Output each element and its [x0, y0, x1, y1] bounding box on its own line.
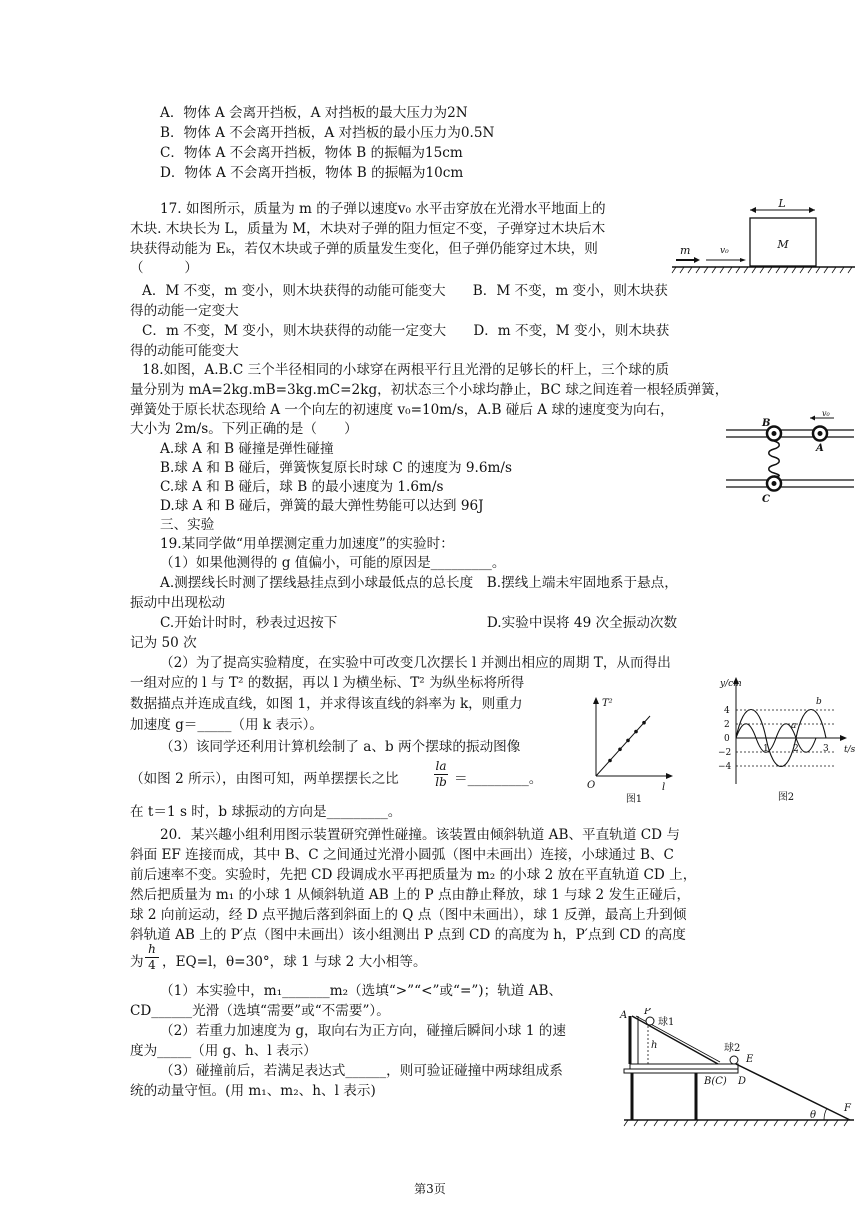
q18-label-v: v₀	[822, 409, 830, 418]
q20-collision-apparatus-figure	[618, 1008, 858, 1133]
q20-label-theta: θ	[810, 1110, 817, 1121]
fig2-caption: 图2	[777, 792, 795, 803]
q18-line: 大小为 2m/s。下列正确的是（ ）	[130, 421, 358, 437]
q20-line: 为	[130, 954, 144, 970]
fig2-tick-x: 3	[823, 744, 829, 754]
q18-label-C: C	[762, 494, 770, 504]
q19-line: （如图 2 所示），由图可知，两单摆摆长之比	[130, 771, 399, 787]
q20-label-A: A	[620, 1010, 628, 1021]
q19-line: 振动中出现松动	[130, 595, 226, 611]
q16-option-c: C．物体 A 不会离开挡板，物体 B 的振幅为15cm	[160, 145, 463, 161]
q17-bullet-block-figure	[670, 196, 860, 276]
q16-option-d: D．物体 A 不会离开挡板，物体 B 的振幅为10cm	[160, 165, 464, 181]
q19-frac-den: lb	[435, 775, 447, 789]
q17-label-m: m	[680, 244, 691, 257]
q20-line: 20．某兴趣小组利用图示装置研究弹性碰撞。该装置由倾斜轨道 AB、平直轨道 CD 与	[160, 827, 680, 843]
fig2-tick-y: −2	[718, 748, 732, 758]
q20-line: （2）若重力加速度为 g，取向右为正方向，碰撞后瞬间小球 1 的速	[160, 1023, 566, 1039]
q19-line: 在 t＝1 s 时，b 球振动的方向是_________。	[130, 804, 402, 820]
q19-figure1-T2-vs-l	[584, 694, 684, 806]
q20-line: 斜面 EF 连接而成，其中 B、C 之间通过光滑小圆弧（图中未画出）连接，小球通过 B、C	[130, 847, 674, 863]
q18-spring-balls-figure	[724, 408, 856, 504]
fig2-tick-y: 2	[724, 720, 730, 730]
q19-line: （3）该同学还利用计算机绘制了 a、b 两个摆球的振动图像	[160, 739, 521, 755]
q17-line: 木块. 木块长为 L，质量为 M，木块对子弹的阻力恒定不变，子弹穿过木块后木	[130, 221, 606, 237]
q19-line: （1）如果他测得的 g 值偏小，可能的原因是_________。	[160, 555, 506, 571]
q20-h-over-4-fraction	[145, 943, 159, 972]
q20-label-ball2: 球2	[724, 1043, 741, 1054]
section-title-experiment: 三、实验	[160, 517, 215, 533]
fig2-y-label: y/cm	[720, 679, 742, 689]
q20-label-F: F	[844, 1103, 851, 1114]
q17-option-a-b: A．M 不变，m 变小，则木块获得的动能可能变大 B．M 不变，m 变小，则木块获	[142, 283, 668, 299]
fig2-tick-y: 4	[724, 706, 730, 716]
q20-label-BC: B(C)	[704, 1076, 727, 1087]
q19-line: C.开始计时时，秒表过迟按下 D.实验中误将 49 次全振动次数	[160, 615, 678, 631]
q20-line: （1）本实验中，m₁_______m₂（选填“>”“<”或“=”)；轨道 AB、	[160, 983, 563, 999]
q19-line: 加速度 g＝_____（用 k 表示）。	[130, 717, 324, 733]
fig2-curve-b-label: b	[816, 697, 822, 707]
q17-label-L: L	[778, 197, 786, 210]
q19-length-ratio-fraction	[434, 760, 448, 789]
fig1-y-label: T²	[602, 698, 613, 709]
q19-line: A.测摆线长时测了摆线悬挂点到小球最低点的总长度 B.摆线上端未牢固地系于悬点，	[160, 575, 678, 591]
page-footer-number: 第3页	[414, 1182, 446, 1196]
q17-line: 块获得动能为 Eₖ，若仅木块或子弹的质量发生变化，但子弹仍能穿过木块，则	[130, 241, 598, 257]
fig2-tick-x: 2	[793, 744, 799, 754]
fig2-curve-a-label: a	[791, 721, 797, 731]
q17-line: 得的动能可能变大	[130, 343, 239, 359]
q17-label-v: v₀	[720, 246, 729, 256]
q20-line: 度为_____（用 g、h、l 表示）	[130, 1043, 317, 1059]
fig1-origin-label: O	[587, 780, 596, 791]
q20-line: CD______光滑（选填“需要”或“不需要”）。	[130, 1003, 390, 1019]
q19-line: （2）为了提高实验精度，在实验中可改变几次摆长 l 并测出相应的周期 T，从而得出	[160, 655, 671, 671]
q20-label-P: P	[644, 1008, 651, 1017]
q20-line: 前后速率不变。实验时，先把 CD 段调成水平再把质量为 m₂ 的小球 2 放在平直轨道 CD 上，	[130, 867, 697, 883]
q17-option-c-d: C．m 不变，M 变小，则木块获得的动能一定变大 D．m 不变，M 变小，则木块获	[142, 323, 670, 339]
q19-line: ＝_________。	[454, 771, 543, 787]
q18-label-A: A	[816, 443, 824, 454]
q17-label-M: M	[777, 238, 789, 251]
q17-line: （ ）	[130, 260, 198, 276]
q20-frac-den: 4	[148, 958, 156, 972]
fig2-x-label: t/s	[844, 745, 856, 755]
fig1-caption: 图1	[625, 794, 643, 805]
q19-line: 19.某同学做“用单摆测定重力加速度”的实验时：	[160, 536, 454, 552]
q19-line: 一组对应的 l 与 T² 的数据，再以 l 为横坐标、T² 为纵坐标将所得	[130, 675, 525, 691]
fig1-x-label: l	[662, 782, 666, 793]
q17-line: 得的动能一定变大	[130, 303, 239, 319]
q20-line: 斜轨道 AB 上的 P′点（图中未画出）该小组测出 P 点到 CD 的高度为 h，P′点到 CD 的高度	[130, 927, 686, 943]
q19-figure2-vibration-graph	[716, 674, 856, 804]
q17-line: 17. 如图所示，质量为 m 的子弹以速度v₀ 水平击穿放在光滑水平地面上的	[160, 201, 606, 217]
q18-option-b: B.球 A 和 B 碰后，弹簧恢复原长时球 C 的速度为 9.6m/s	[160, 460, 512, 476]
fig2-tick-x: 1	[763, 744, 769, 754]
q20-line: ，EQ=l，θ=30°，球 1 与球 2 大小相等。	[162, 954, 427, 970]
q20-label-D: D	[738, 1076, 747, 1087]
fig2-tick-y: 0	[724, 734, 730, 744]
q20-line: 统的动量守恒。(用 m₁、m₂、h、l 表示)	[130, 1083, 376, 1099]
q18-line: 18.如图，A.B.C 三个半径相同的小球穿在两根平行且光滑的足够长的杆上，三个球的质	[142, 362, 669, 378]
q19-line: 记为 50 次	[130, 635, 197, 651]
q19-frac-num: la	[435, 759, 447, 773]
q20-line: 球 2 向前运动，经 D 点平抛后落到斜面上的 Q 点（图中未画出），球 1 反弹，最高上升到倾	[130, 907, 687, 923]
q20-label-ball1: 球1	[658, 1017, 675, 1028]
q20-label-E: E	[746, 1054, 754, 1065]
q18-option-c: C.球 A 和 B 碰后，球 B 的最小速度为 1.6m/s	[160, 479, 444, 495]
q20-frac-num: h	[148, 942, 156, 956]
q19-line: 数据描点并连成直线，如图 1，并求得该直线的斜率为 k，则重力	[130, 696, 523, 712]
q20-label-h: h	[651, 1040, 658, 1051]
q18-line: 弹簧处于原长状态现给 A 一个向左的初速度 v₀=10m/s，A.B 碰后 A 球的速度变为向右，	[130, 402, 674, 418]
q18-option-d: D.球 A 和 B 碰后，弹簧的最大弹性势能可以达到 96J	[160, 498, 484, 514]
fig2-tick-y: −4	[718, 762, 732, 772]
q18-line: 量分别为 mA=2kg.mB=3kg.mC=2kg，初状态三个小球均静止，BC 球之间连着一根轻质弹簧，	[130, 382, 729, 398]
q18-label-B: B	[762, 418, 771, 429]
q18-option-a: A.球 A 和 B 碰撞是弹性碰撞	[160, 441, 334, 457]
q16-option-a: A．物体 A 会离开挡板，A 对挡板的最大压力为2N	[160, 105, 468, 121]
q20-line: 然后把质量为 m₁ 的小球 1 从倾斜轨道 AB 上的 P 点由静止释放，球 1 与球 2 发生正碰后，	[130, 887, 691, 903]
q20-line: （3）碰撞前后，若满足表达式______，则可验证碰撞中两球组成系	[160, 1063, 563, 1079]
q16-option-b: B．物体 A 不会离开挡板，A 对挡板的最小压力为0.5N	[160, 125, 495, 141]
